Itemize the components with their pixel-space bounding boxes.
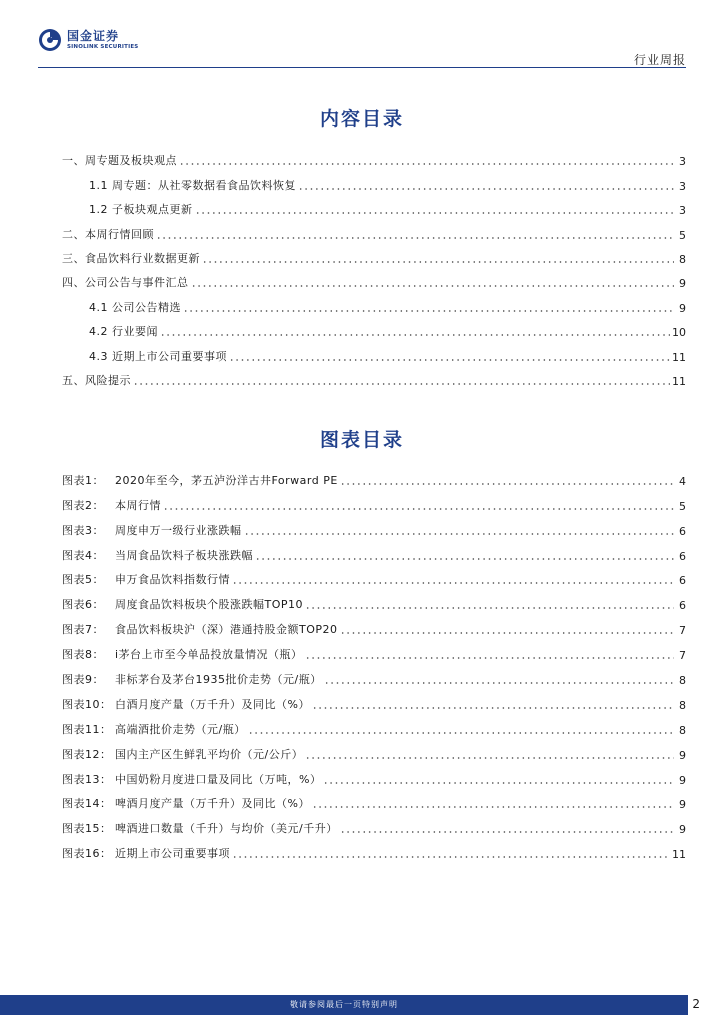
figure-entry-label <box>62 721 246 737</box>
dot-leader <box>229 359 670 361</box>
dot-leader <box>163 508 674 510</box>
figure-entry-page: 8 <box>679 723 686 737</box>
contents-title: 内容目录 <box>319 108 404 130</box>
figure-entry-page: 4 <box>679 474 686 488</box>
figure-entry[interactable] <box>62 712 686 737</box>
logo-name-en: SINOLINK SECURITIES <box>67 43 139 50</box>
figure-entry-label <box>62 820 338 836</box>
figure-entry[interactable] <box>62 787 686 812</box>
figure-title: 食品饮料板块沪（深）港通持股金额TOP20 <box>115 623 338 637</box>
figure-number: 图表15： <box>62 822 112 836</box>
dot-leader <box>324 682 674 684</box>
figure-number: 图表8： <box>62 648 104 662</box>
figure-number: 图表14： <box>62 797 112 811</box>
toc-entry-label: 1.1 周专题：从社零数据看食品饮料恢复 <box>89 178 296 192</box>
toc-entry-page: 11 <box>672 374 686 388</box>
figures-title: 图表目录 <box>319 429 404 451</box>
dot-leader <box>340 632 674 634</box>
dot-leader <box>312 806 674 808</box>
figure-number: 图表1： <box>62 473 104 487</box>
dot-leader <box>195 212 675 214</box>
toc-entry[interactable] <box>62 168 686 192</box>
dot-leader <box>255 558 674 560</box>
page-header <box>0 0 724 74</box>
dot-leader <box>340 831 674 833</box>
toc-entry[interactable] <box>62 193 686 217</box>
figure-entry-page: 6 <box>679 574 686 588</box>
figure-entry-page: 6 <box>679 599 686 613</box>
toc-entry[interactable] <box>62 144 686 168</box>
logo-icon <box>38 28 62 52</box>
figure-number: 图表10： <box>62 697 112 711</box>
figure-title: 高端酒批价走势（元/瓶） <box>115 722 246 736</box>
figure-number: 图表5： <box>62 573 104 587</box>
toc-entry-page: 5 <box>679 228 686 242</box>
figure-entry-label <box>62 621 338 637</box>
figure-number: 图表13： <box>62 772 112 786</box>
toc-entry-label: 4.3 近期上市公司重要事项 <box>89 349 227 363</box>
figure-number: 图表16： <box>62 847 112 861</box>
figure-title: 本周行情 <box>115 498 161 512</box>
toc-entry-page: 3 <box>679 179 686 193</box>
dot-leader <box>232 856 670 858</box>
figure-number: 图表11： <box>62 722 112 736</box>
figure-number: 图表12： <box>62 747 112 761</box>
dot-leader <box>305 657 674 659</box>
figure-title: 啤酒月度产量（万千升）及同比（%） <box>115 797 310 811</box>
header-divider <box>38 67 686 68</box>
figure-title: 周度食品饮料板块个股涨跌幅TOP10 <box>115 598 304 612</box>
figure-entry[interactable] <box>62 538 686 563</box>
figure-entry-page: 9 <box>679 798 686 812</box>
figure-entry-label <box>62 671 322 687</box>
figure-entry-page: 5 <box>679 499 686 513</box>
toc-entry-label: 一、周专题及板块观点 <box>62 154 177 168</box>
logo-name-cn: 国金证券 <box>67 28 120 43</box>
figure-entry-label <box>62 596 303 612</box>
toc-entry-page: 11 <box>672 350 686 364</box>
figure-entry[interactable] <box>62 637 686 662</box>
figure-entry[interactable] <box>62 687 686 712</box>
toc-entry[interactable] <box>62 266 686 290</box>
toc-entry-label: 五、风险提示 <box>62 373 131 387</box>
toc-entry-label: 三、食品饮料行业数据更新 <box>62 251 200 265</box>
dot-leader <box>202 261 674 263</box>
dot-leader <box>232 582 674 584</box>
figure-number: 图表7： <box>62 623 104 637</box>
figure-title: 2020年至今，茅五泸汾洋古井Forward PE <box>115 473 338 487</box>
figure-number: 图表3： <box>62 523 104 537</box>
figure-title: 非标茅台及茅台1935批价走势（元/瓶） <box>115 673 322 687</box>
figure-entry[interactable] <box>62 762 686 787</box>
figure-entry-label <box>62 497 161 513</box>
dot-leader <box>248 732 674 734</box>
figure-entry[interactable] <box>62 836 686 861</box>
company-logo <box>38 28 138 52</box>
figure-entry[interactable] <box>62 587 686 612</box>
toc-entry-label: 二、本周行情回顾 <box>62 227 154 241</box>
figure-title: i茅台上市至今单品投放量情况（瓶） <box>115 648 303 662</box>
page-number: 2 <box>692 997 700 1011</box>
figure-entry-label <box>62 571 230 587</box>
figure-number: 图表2： <box>62 498 104 512</box>
dot-leader <box>156 237 674 239</box>
footer-disclaimer: 敬请参阅最后一页特别声明 <box>290 1000 398 1009</box>
dot-leader <box>183 310 674 312</box>
figure-entry-page: 9 <box>679 748 686 762</box>
figure-entry[interactable] <box>62 811 686 836</box>
figure-entry[interactable] <box>62 463 686 488</box>
figure-entry[interactable] <box>62 612 686 637</box>
toc-entry[interactable] <box>62 364 686 388</box>
dot-leader <box>323 782 674 784</box>
dot-leader <box>305 607 674 609</box>
figure-title: 近期上市公司重要事项 <box>115 847 230 861</box>
figure-title: 当周食品饮料子板块涨跌幅 <box>115 548 253 562</box>
toc-entry[interactable] <box>62 242 686 266</box>
figure-title: 白酒月度产量（万千升）及同比（%） <box>115 697 310 711</box>
figure-entry-page: 11 <box>672 848 686 862</box>
dot-leader <box>244 533 675 535</box>
figure-number: 图表9： <box>62 673 104 687</box>
dot-leader <box>191 285 675 287</box>
toc-entry-label: 1.2 子板块观点更新 <box>89 203 193 217</box>
figure-title: 申万食品饮料指数行情 <box>115 573 230 587</box>
figure-entry-label <box>62 795 310 811</box>
toc-entry-label: 4.2 行业要闻 <box>89 325 158 339</box>
figure-entry[interactable] <box>62 563 686 588</box>
figure-entry-page: 6 <box>679 549 686 563</box>
figure-entry-label <box>62 646 303 662</box>
dot-leader <box>340 483 674 485</box>
toc-entry-page: 9 <box>679 301 686 315</box>
dot-leader <box>312 707 674 709</box>
dot-leader <box>133 383 670 385</box>
toc-entry[interactable] <box>62 290 686 314</box>
figure-title: 啤酒进口数量（千升）与均价（美元/千升） <box>115 822 338 836</box>
figure-entry[interactable] <box>62 737 686 762</box>
figure-entry-label <box>62 771 321 787</box>
dot-leader <box>179 163 674 165</box>
figure-entry[interactable] <box>62 513 686 538</box>
figure-entry-label <box>62 547 253 563</box>
figure-number: 图表6： <box>62 598 104 612</box>
figure-entry-label <box>62 845 230 861</box>
toc-entry-page: 8 <box>679 252 686 266</box>
toc-entry-label: 4.1 公司公告精选 <box>89 300 181 314</box>
figures-list <box>62 463 686 861</box>
toc-entry-label: 四、公司公告与事件汇总 <box>62 276 189 290</box>
figure-number: 图表4： <box>62 548 104 562</box>
figure-entry-label <box>62 696 310 712</box>
dot-leader <box>160 334 670 336</box>
toc-entry[interactable] <box>62 315 686 339</box>
figure-entry-page: 8 <box>679 698 686 712</box>
figure-entry-label <box>62 472 338 488</box>
toc-entry[interactable] <box>62 339 686 363</box>
toc-entry-page: 9 <box>679 277 686 291</box>
dot-leader <box>298 188 674 190</box>
figure-entry-page: 7 <box>679 649 686 663</box>
contents-list <box>62 144 686 388</box>
toc-entry-page: 10 <box>672 326 686 340</box>
figure-title: 周度申万一级行业涨跌幅 <box>115 523 242 537</box>
figure-entry-label <box>62 522 242 538</box>
report-type: 行业周报 <box>633 53 686 67</box>
figure-entry[interactable] <box>62 662 686 687</box>
figure-entry-page: 6 <box>679 524 686 538</box>
figure-entry-page: 9 <box>679 823 686 837</box>
toc-entry[interactable] <box>62 217 686 241</box>
toc-entry-page: 3 <box>679 204 686 218</box>
dot-leader <box>305 757 674 759</box>
figure-title: 中国奶粉月度进口量及同比（万吨，%） <box>115 772 322 786</box>
toc-entry-page: 3 <box>679 155 686 169</box>
figure-entry-page: 9 <box>679 773 686 787</box>
figure-entry[interactable] <box>62 488 686 513</box>
figure-title: 国内主产区生鲜乳平均价（元/公斤） <box>115 747 304 761</box>
figure-entry-page: 7 <box>679 624 686 638</box>
figure-entry-label <box>62 746 303 762</box>
figure-entry-page: 8 <box>679 674 686 688</box>
